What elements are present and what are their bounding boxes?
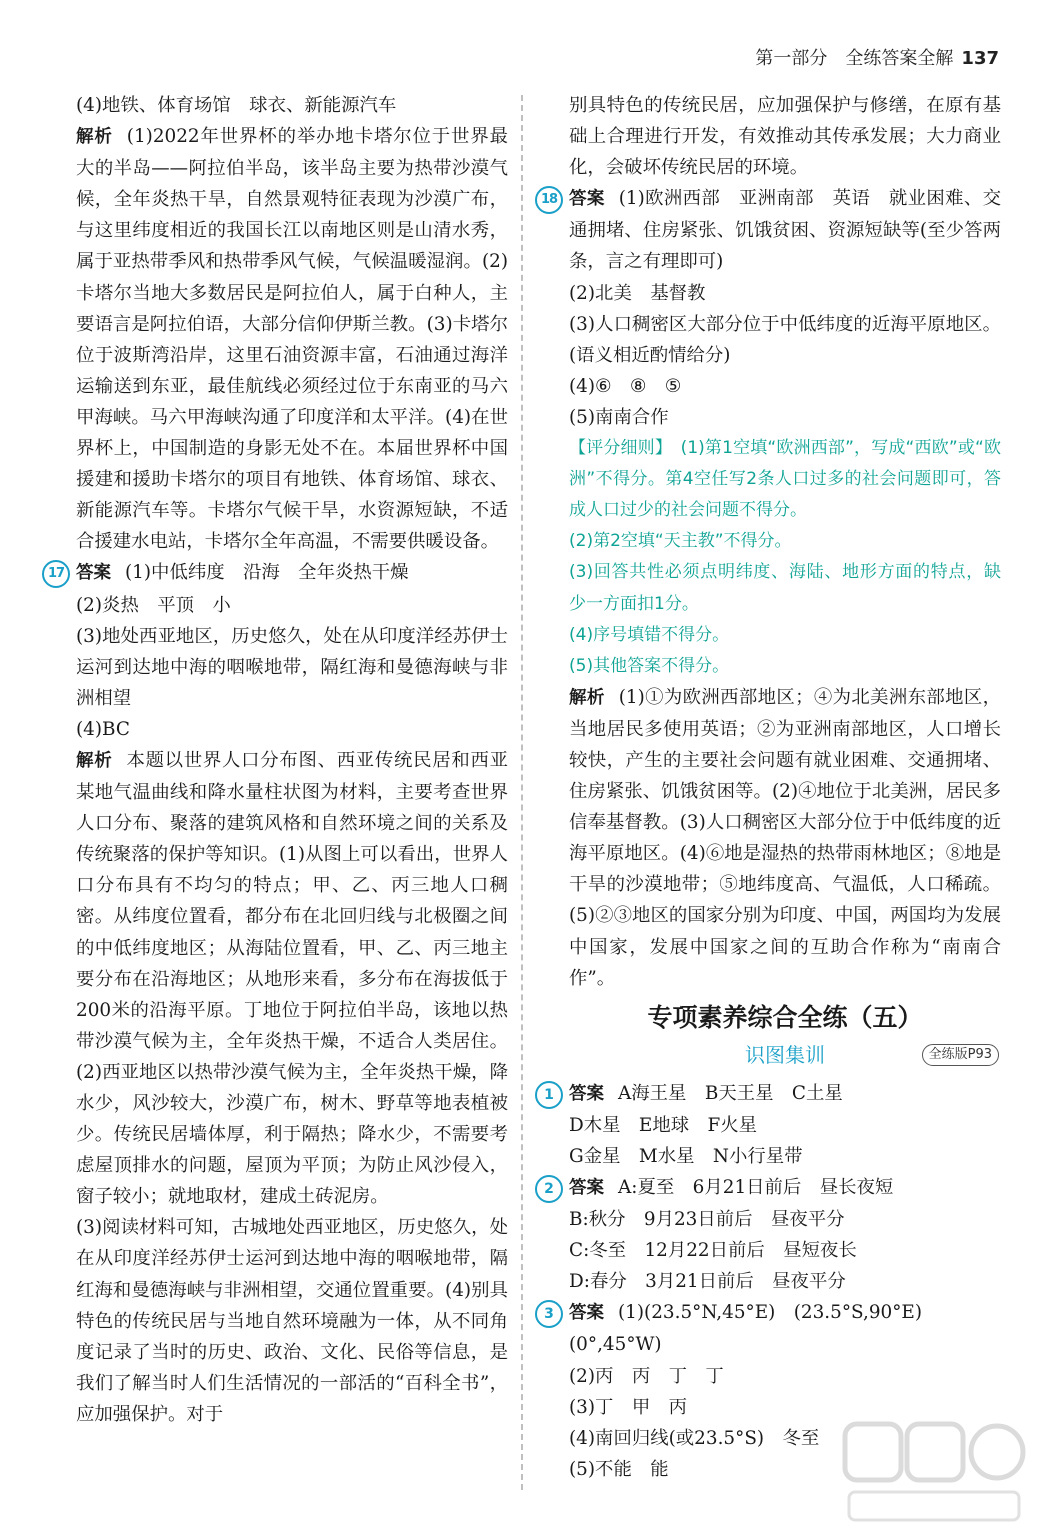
subtitle-row bbox=[569, 1040, 1001, 1074]
q17-analysis-continuation: 别具特色的传统民居，应加强保护与修缮，在原有基础上合理进行开发，有效推动其传承发展；大力商业化，会破坏传统民居的环境。 bbox=[569, 95, 1001, 179]
q18-rubric-5: (5)其他答案不得分。 bbox=[569, 655, 730, 676]
q16-answer-line-4: (4)地铁、体育场馆 球衣、新能源汽车 bbox=[76, 95, 397, 116]
q18-answer-3: (3)人口稠密区大部分位于中低纬度的近海平原地区。(语义相近酌情给分) bbox=[569, 313, 1001, 366]
s2-answer: 2 答案 A:夏至 6月21日前后 昼长夜短 bbox=[569, 1172, 1001, 1204]
header-section: 第一部分 全练答案全解 bbox=[755, 48, 954, 69]
s3-answer: 3 答案 (1)(23.5°N,45°E) (23.5°S,90°E) bbox=[569, 1297, 1001, 1329]
column-divider bbox=[521, 95, 523, 1490]
edition-tag: 全练版P93 bbox=[922, 1044, 999, 1066]
q18-rubric-1: 【评分细则】 (1)第1空填“欧洲西部”，写成“西欧”或“欧洲”不得分。第4空任写2条人口过多的社会问题即可，答成人口过少的社会问题不得分。 bbox=[569, 438, 1001, 521]
question-number-badge: 1 bbox=[535, 1081, 563, 1109]
watermark-logo-icon bbox=[839, 1418, 1029, 1528]
q18-answer-2: (2)北美 基督教 bbox=[569, 282, 706, 304]
s1-answer: 1 答案 A海王星 B天王星 C土星 bbox=[569, 1078, 1001, 1110]
s1-answer-3: G金星 M水星 N小行星带 bbox=[569, 1145, 803, 1167]
s3-answer-6: (5)不能 能 bbox=[569, 1458, 669, 1480]
q18-answer-4: (4)⑥ ⑧ ⑤ bbox=[569, 375, 682, 397]
q17-answer-4: (4)BC bbox=[76, 718, 130, 740]
q17-answer: 17 答案 (1)中低纬度 沿海 全年炎热干燥 bbox=[76, 557, 508, 589]
q17-answer-3: (3)地处西亚地区，历史悠久，处在从印度洋经苏伊士运河到达地中海的咽喉地带，隔红海和曼德海峡与非洲相望 bbox=[76, 625, 508, 709]
q16-analysis: 解析 (1)2022年世界杯的举办地卡塔尔位于世界最大的半岛——阿拉伯半岛，该半岛主要为热带沙漠气候，全年炎热干旱，自然景观特征表现为沙漠广布，与这里纬度相近的我国长江以南地区则是山清水秀，属于亚热带季风和热带季风气候，气候温暖湿润。(2)卡塔尔当地大多数居民是阿拉伯人，属于白种人，主要语言是阿拉伯语，大部分信仰伊斯兰教。(3)卡塔尔位于波斯湾沿岸，这里石油资源丰富，石油通过海洋运输送到东亚，最佳航线必须经过位于东南亚的马六甲海峡。马六甲海峡沟通了印度洋和太平洋。(4)在世界杯上，中国制造的身影无处不在。本届世界杯中国援建和援助卡塔尔的项目有地铁、体育场馆、球衣、新能源汽车等。卡塔尔气候干旱，水资源短缺，不适合援建水电站，卡塔尔全年高温，不需要供暖设备。 bbox=[76, 126, 508, 553]
section-title: 专项素养综合全练（五） bbox=[647, 1002, 923, 1032]
section-subtitle: 识图集训 bbox=[745, 1042, 825, 1067]
q17-analysis-2: (3)阅读材料可知，古城地处西亚地区，历史悠久，处在从印度洋经苏伊士运河到达地中海的咽喉地带，隔红海和曼德海峡与非洲相望，交通位置重要。(4)别具特色的传统民居与当地自然环境融为一体，从不同角度记录了当时的历史、政治、文化、民俗等信息，是我们了解当时人们生活情况的一部活的“百科全书”，应加强保护。对于 bbox=[76, 1217, 508, 1425]
s3-answer-5: (4)南回归线(或23.5°S) 冬至 bbox=[569, 1427, 820, 1449]
question-number-badge: 2 bbox=[535, 1175, 563, 1203]
analysis-label: 解析 bbox=[76, 127, 113, 148]
s2-answer-2: B:秋分 9月23日前后 昼夜平分 bbox=[569, 1209, 845, 1231]
s2-answer-3: C:冬至 12月22日前后 昼短夜长 bbox=[569, 1240, 857, 1262]
question-number-badge: 3 bbox=[535, 1300, 563, 1328]
s3-answer-4: (3)丁 甲 丙 bbox=[569, 1396, 688, 1418]
answer-label: 答案 bbox=[76, 563, 111, 584]
page-header bbox=[755, 44, 999, 70]
q17-analysis: 解析 本题以世界人口分布图、西亚传统民居和西亚某地气温曲线和降水量柱状图为材料，主要考查世界人口分布、聚落的建筑风格和自然环境之间的关系及传统聚落的保护等知识。(1)从图上可以看出，世界人口分布具有不均匀的特点；甲、乙、丙三地人口稠密。从纬度位置看，都分布在北回归线与北极圈之间的中低纬度地区；从海陆位置看，甲、乙、丙三地主要分布在沿海地区；从地形来看，多分布在海拔低于200米的沿海平原。丁地位于阿拉伯半岛，该地以热带沙漠气候为主，全年炎热干燥，不适合人类居住。(2)西亚地区以热带沙漠气候为主，全年炎热干燥，降水少，风沙较大，沙漠广布，树木、野草等地表植被少。传统民居墙体厚，利于隔热；降水少，不需要考虑屋顶排水的问题，屋顶为平顶；为防止风沙侵入，窗子较小；就地取材，建成土砖泥房。 bbox=[76, 749, 508, 1208]
question-number-badge: 17 bbox=[42, 560, 70, 588]
question-number-badge: 18 bbox=[535, 186, 563, 214]
answer-label: 答案 bbox=[569, 1303, 604, 1324]
answer-label: 答案 bbox=[569, 189, 605, 210]
q18-rubric-3: (3)回答共性必须点明纬度、海陆、地形方面的特点，缺少一方面扣1分。 bbox=[569, 562, 1001, 614]
left-column bbox=[47, 90, 508, 1430]
s2-answer-4: D:春分 3月21日前后 昼夜平分 bbox=[569, 1271, 846, 1293]
right-column bbox=[540, 90, 1001, 1485]
q18-answer: 18 答案 (1)欧洲西部 亚洲南部 英语 就业困难、交通拥堵、住房紧张、饥饿贫困、资源短缺等(至少答两条，言之有理即可) bbox=[569, 183, 1001, 277]
q18-answer-5: (5)南南合作 bbox=[569, 406, 669, 428]
q18-analysis: 解析 (1)①为欧洲西部地区；④为北美洲东部地区，当地居民多使用英语；②为亚洲南部地区，人口增长较快，产生的主要社会问题有就业困难、交通拥堵、住房紧张、饥饿贫困等。(2)④地位于北美洲，居民多信奉基督教。(3)人口稠密区大部分位于中低纬度的近海平原地区。(4)⑥地是湿热的热带雨林地区；⑧地是干旱的沙漠地带；⑤地纬度高、气温低，人口稀疏。(5)②③地区的国家分别为印度、中国，两国均为发展中国家，发展中国家之间的互助合作称为“南南合作”。 bbox=[569, 686, 1001, 989]
q18-rubric-2: (2)第2空填“天主教”不得分。 bbox=[569, 531, 792, 552]
answer-label: 答案 bbox=[569, 1178, 604, 1198]
q18-rubric-4: (4)序号填错不得分。 bbox=[569, 624, 730, 645]
answer-label: 答案 bbox=[569, 1083, 604, 1104]
analysis-label: 解析 bbox=[569, 687, 605, 708]
s3-answer-2: (0°,45°W) bbox=[569, 1334, 662, 1356]
analysis-label: 解析 bbox=[76, 750, 113, 771]
page-number: 137 bbox=[961, 48, 999, 69]
s3-answer-3: (2)丙 丙 丁 丁 bbox=[569, 1365, 724, 1387]
s1-answer-2: D木星 E地球 F火星 bbox=[569, 1114, 758, 1136]
q17-answer-2: (2)炎热 平顶 小 bbox=[76, 594, 231, 616]
